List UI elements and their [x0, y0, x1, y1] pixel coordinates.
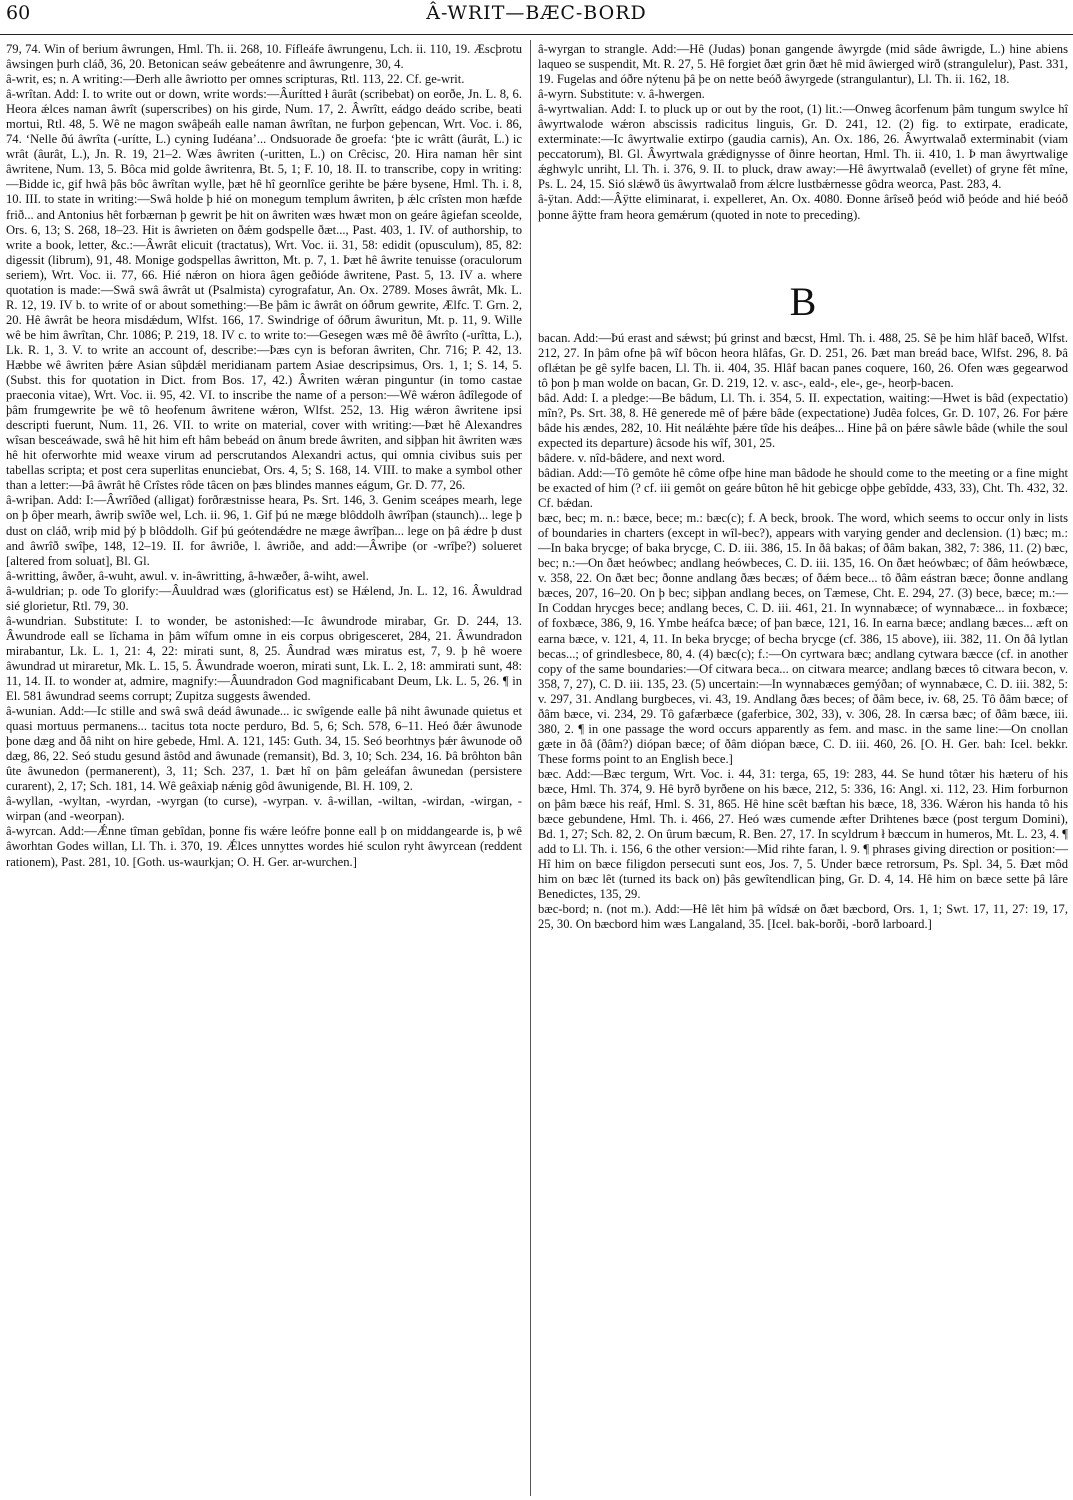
page-number: 60: [6, 2, 31, 24]
header-rule: [0, 34, 1073, 35]
entry-awyrn: â-wyrn. Substitute: v. â-hwergen.: [538, 87, 705, 102]
entry-awripan: â-wriþan. Add: I:—Âwrîðed (alligat) forðræstnisse heara, Ps. Srt. 146, 3. Genim sceápes mearh, lege on þ ôþer mearh, âwriþ swîðe wel, Lch. ii. 96, 1. Gif þú ne mæge blôddolh âwrîþan (staunch)... lege þ dust on cláð, wriþ mid þý þ blôddolh. Gif þú geótendǽdre ne mæge âwrîþan... lege on þâ ǽdre þ dust and âwrîð swîþe, 148, 12–19. II. for âwriðe, l. âwriðe, and add:—Âwriþe (or -wrîþe?) solueret [altered from soluat], Bl. Gl.: [6, 493, 522, 568]
right-column: [538, 42, 1068, 1497]
entry-awritting: â-writting, âwðer, â-wuht, awul. v. in-âwritting, â-hwæðer, â-wiht, awel.: [6, 568, 369, 583]
entry-awyrcan: â-wyrcan. Add:—Ǽnne tîman gebîdan, þonne fis wǽre leófre þonne eall þ on middangearde is, þ wê âworhtan Godes willan, Ll. Th. i. 370, 19. Ǽlces unnyttes wordes hié sculon ryht âwyrcean (reddent rationem), Past. 281, 10. [Goth. us-waurkjan; O. H. Ger. ar-wurchen.]: [6, 824, 522, 869]
entry-bad: bâd. Add: I. a pledge:—Be bâdum, Ll. Th. i. 354, 5. II. expectation, waiting:—Hwet is bâd (expectatio) mîn?, Ps. Srt. 38, 8. Hê generede mê of þǽre bâde (expectatione) Judêa folces, Gr. D. 107, 26. For þǽre bâde his ændes, 282, 10. Hit neálǽhte þǽre tîde his deáþes... Hine þâ on þǽre sâwle bâde (while the soul expected its departure) âcsode his wîf, 301, 25.: [538, 390, 1068, 450]
entry-badere: bâdere. v. nîd-bâdere, and next word.: [538, 450, 725, 465]
page-header: [0, 0, 1073, 36]
entry-baec-back: bæc. Add:—Bæc tergum, Wrt. Voc. i. 44, 31: terga, 65, 19: 283, 44. Se hund tôtær his hæteru of his bæce, Hml. Th. 374, 9. Hê byrð byrðene on his bæce, 212, 5: 336, 16: Angl. xi. 112, 23. Him forburnon on þâm bæce his reáf, Hml. S. 31, 865. Hê hine scêt bæftan his bæce, 18, 336. Wǽron his handa tô his bæce gebundene, Hml. Th. i. 466, 27. Heó wæs cumende æfter Drihtenes bæce (post tergum Domini), Bd. 1, 27; Sch. 82, 2. On ûrum bæcum, R. Ben. 27, 17. In scyldrum ł bæccum in humeros, Mt. L. 23, 4. ¶ add to Ll. Th. i. 156, 6 the other version:—Mid rihte faran, l. 9. ¶ phrases giving direction or position:—Hî him on bæce filigdon persecuti sunt eos, Jos. 7, 5. Under bæce retrorsum, Ps. Spl. 34, 5. Ðæt môd him on bæc lêt (turned its back on) þâs gewîtendlican þing, Gr. D. 4, 14. Hê him on bæce sette þâ lâre Benedictes, 135, 29.: [538, 766, 1068, 902]
entry-awringan-continued: 79, 74. Win of berium âwrungen, Hml. Th. ii. 268, 10. Fífleáfe âwrungenu, Lch. ii. 110, 19. Æscþrotu âwsingen þurh cláð, 36, 20. Betonican seáw gebeátenre and âwrungenre, 30, 4.: [6, 42, 522, 72]
entry-awyllan: â-wyllan, -wyltan, -wyrdan, -wyrgan (to curse), -wyrpan. v. â-willan, -wiltan, -wirdan, -wirgan, -wirpan (and -weorpan).: [6, 794, 522, 824]
entry-awyrgan: â-wyrgan to strangle. Add:—Hê (Judas) þonan gangende âwyrgde (mid sâde âwrigde, L.) hine abiens laqueo se suspendit, Mt. R. 27, 5. Hê forgiet ðæt grin ðæt hê mid âwierged wirð (strangulelur), Past. 331, 19. Fugelas and óðre nýtenu þâ þe on nette beóð âwyrgede (strangulantur), Ll. Th. ii. 162, 18.: [538, 42, 1068, 87]
left-column: [6, 42, 522, 1497]
entry-baec-bord: bæc-bord; n. (not m.). Add:—Hê lêt him þâ wîdsǽ on ðæt bæcbord, Ors. 1, 1; Swt. 17, 11, 27: 19, 17, 25, 30. On bæcbord him wæs Langaland, 35. [Icel. bak-borði, -borð larboard.]: [538, 902, 1068, 932]
entry-awunian: â-wunian. Add:—Ic stille and swâ swâ deád âwunade... ic swîgende ealle þâ niht âwunade quietus et quasi mortuus permanens... tacitus tota nocte perduro, Bd. 5, 6; Sch. 578, 6–11. Heó ðǽr âwunode þone dæg and ðâ niht on hire gebede, Hml. A. 121, 145: Guth. 34, 15. Seó beorhtnys þǽr âwunode oð dæg, 86, 22. Seó studu gesund âstôd and âwunade (remansit), Bd. 3, 10; Sch. 234, 16. Þâ brôhton bân ûte âwunedon (permanerent), 3, 11; Sch. 237, 1. Þæt hî on þâm geleáfan âwunedan (persistere curarent), 2, 17; Sch. 181, 14. Wê geâxiaþ nǽnig gôd âwunigende, Bl. H. 109, 2.: [6, 704, 522, 794]
entry-awritan: â-wrîtan. Add: I. to write out or down, write words:—Âurítted ł âurât (scribebat) on eorðe, Jn. L. 8, 6. Heora ǽlces naman âwrît (superscribes) on his girde, Num. 17, 2. Âwrîtt, eádgo deádo scribe, beati mortui, Rtl. 48, 5. Wê ne magon swâþeáh ealle naman âwrîtan, ne furþon geþencan, Wrt. Voc. i. 86, 74. ‘Nelle ðú âwrîta (-urítte, L.) cyning Iudéana’... Ondsuorade ðe groefa: ‘þte ic wrâtt (âurât, L.) ic wrât (âurât, L.), Jn. R. 19, 21–2. Wæs âwriten (-uritten, L.) on Crêcisc, 20. Hira naman hêr sint âwritene, Num. 13, 5. Bôca mid golde âwritenra, Bt. 5, 1; F. 10, 18. II. to transcribe, copy in writing:—Bidde ic, gif hwâ þâs bôc âwrîtan wylle, þæt hê hî geornlîce gerihte be þǽre bysene, Hml. Th. i. 8, 10. III. to state in writing:—Swâ holde þ hié on monegum templum âwriten, þ ǽlc crîsten mon hæfde frið... and Antonius hêt forbærnan þ gewrit þe hit on âwriten wæs hwæt mon on geáre âgiefan sceolde, Ors. 6, 13; S. 268, 18–23. Hit is âwrieten on ðǽm godspelle ðæt..., Past. 403, 1. IV. of authorship, to write a book, letter, &c.:—Âwrât elicuit (tractatus), Wrt. Voc. ii. 31, 58: edidit (opusculum), 85, 82: digessit (librum), 91, 48. Monige godspellas âwritton, Mt. p. 7, 1. Þæt hê âwrite tenuisse (oraculorum seriem), Wrt. Voc. ii. 77, 66. Hié nǽron on hiora âgen geðióde âwritene, Past. 5, 13. IV a. where quotation is made:—Swâ swâ âwrât ut (Psalmista) cyrografatur, An. Ox. 2789. Moses âwrât, Mk. L. R. 12, 19. IV b. to write of or about something:—Be þâm ic âwrât on óðrum gewrite, Ælfc. T. Grn. 2, 20. Hê âwrât be heora misdǽdum, Wlfst. 166, 17. Swindrige of óðrum âwuritun, Mt. p. 11, 9. Wille wê be him âwrîtan, Chr. 1086; P. 219, 18. IV c. to write to:—Gesegen wæs mê ðê âwrîto (-urîtta, L.), Lk. R. 1, 3. V. to write an account of, describe:—Þæs cyn is beforan âwriten, Chr. 716; P. 42, 13. Hæbbe wê âwriten þǽre Asian sûþdǽl meridianam partem Asiae descripsimus, Ors. 1, 1; S. 14, 5. (Subst. this for quotation in Dict. from Bos. 17, 42.) Âwriten wǽran pinguntur (in tomo castae praeconia vitae), Wrt. Voc. ii. 95, 42. VI. to inscribe the name of a person:—Wê wǽron âdîlegode of þâm frumgewrite þe wê tô heofenum âwritene wǽron, Wlfst. 252, 13. Hig wǽron âwritene ipsi descripti fuerunt, Num. 11, 26. VII. to write on material, cover with writing:—Þæt hê Alexandres wîsan besceáwade, swâ hê hit him eft hâm bebeád on ânum brede âwriten, and siþþan hit âwriten wæs hê hit oferworhte mid weaxe virum ad perscrutandos Alexandri actus, qui omnia civibus suis per tabellas scripta; et post cera superlitas enunciebat, Ors. 4, 5; S. 168, 14. VIII. to make a symbol other than a letter:—Þâ âwrât hê Crîstes rôde tâcen on þæs blindes mannes eágum, Gr. D. 77, 26.: [6, 87, 522, 493]
column-divider: [530, 40, 531, 1496]
running-head: Â-WRIT—BÆC-BORD: [426, 2, 647, 24]
entry-bacan: bacan. Add:—Þú erast and sǽwst; þú grinst and bæcst, Hml. Th. i. 488, 25. Sê þe him hlâf baceð, Wlfst. 212, 27. In þâm ofne þâ wîf bôcon heora hlâfas, Gr. D. 251, 26. Þæt man breád bace, Wlfst. 296, 8. Þâ oflǽtan þe gê sylfe bacen, Ll. Th. ii. 404, 35. Hlâf bacan panes coquere, 160, 26. Ofen wæs gegearwod tô þon þ man wolde on bacan, Gr. D. 219, 12. v. asc-, eald-, ele-, ge-, heorþ-bacen.: [538, 330, 1068, 390]
entry-aytan: â-ÿtan. Add:—Âÿtte eliminarat, i. expelleret, An. Ox. 4080. Ðonne ârîseð þeód wið þeóde and hié beóð þonne âÿtte fram heora gemǽrum (quoted in note to preceding).: [538, 192, 1068, 222]
entry-badian: bâdian. Add:—Tô gemôte hê côme ofþe hine man bâdode he should come to the meeting or a fine might be exacted of him (? cf. iii gemôt on geáre bûton hê hit gebicge oþþe gebîdde, 433, 33), Cht. Th. 432, 32. Cf. bǽdan.: [538, 465, 1068, 511]
entry-awundrian: â-wundrian. Substitute: I. to wonder, be astonished:—Ic âwundrode mirabar, Gr. D. 244, 13. Âwundrode eall se lîchama in þâm wîfum omne in eis corpus obrigesceret, 284, 21. Âwundradon mirabantur, Lk. L. 1, 21: 4, 22: mirati sunt, 8, 25. Âundrad wæs miratus est, 7, 9. þ hê woere âwundrad ut miraretur, Mk. L. 15, 5. Âwundrade woeron, mirati sunt, Lk. L. 2, 18: ammirati sunt, 48: 11, 14. II. to wonder at, admire, magnify:—Âuundradon God magnificabant Deum, Lk. L. 5, 26. ¶ in El. 581 âwundrad seems corrupt; Zupitza suggests âwended.: [6, 613, 522, 704]
entry-awyrtwalian: â-wyrtwalian. Add: I. to pluck up or out by the root, (1) lit.:—Onweg âcorfenum þâm tungum swylce hî âwyrtwalode wǽron abscissis radicitus linguis, Gr. D. 241, 12. (2) fig. to extirpate, eradicate, exterminate:—Ic âwyrtwalie extirpo (gaudia carnis), An. Ox. 186, 26. Âwyrtwalað exterminabit (viam peccatorum), Bl. Gl. Âwyrtwala grǽdignysse of ðinre heortan, Hml. Th. ii. 410, 1. Þ man âwyrtwalige ǽghwylc unriht, Ll. Th. i. 376, 9. II. to pluck, draw away:—Hê âwyrtwalað (evellet) of gryne fêt mîne, Ps. L. 24, 15. Sió slǽwð üs âwyrtwalað from ǽlcre lustbǽrnesse gôdra weorca, Past. 283, 4.: [538, 102, 1068, 192]
entry-awrit: â-writ, es; n. A writing:—Ðerh alle âwriotto per omnes scripturas, Rtl. 113, 22. Cf. ge-writ.: [6, 72, 465, 87]
section-letter: B: [789, 278, 817, 324]
entry-baec-brook: bæc, bec; m. n.: bæce, bece; m.: bæc(c); f. A beck, brook. The word, which seems to occur only in lists of boundaries in charters (except in wîl-bec?), appears with varying gender and declension. (1) bæc; m.:—In baka brycge; of baka brycge, C. D. iii. 386, 15. In ðâ bakas; of ðâm bakan, 382, 7: 386, 11. (2) bæc, bec; n.:—On ðæt heówbec; andlang heówbeces, C. D. iii. 135, 16. On ðæt heówbæc; of ðâm heówbæce, v. 358, 22. On ðæt bec; ðonne andlang ðæs becæs; of ðǽm bece... tô ðâm eástran bæce; ðonne andlang bæces, 207, 16–20. On þ bec; siþþan andlang beces, on Tæmese, Cht. E. 294, 27. (3) bece, bæce; m.:—In Coddan hrycges bece; andlang beces, C. D. iii. 461, 21. In wynnabæce; of wynnabæce... in foxbæce; of foxbæce, 386, 9, 16. Ymbe heáfca bæce; of þan bæce, 121, 16. In earna bæce; andlang bæces... æft on earna bæce, v. 121, 4, 11. In beka brycge; of becha brycge (cf. 386, 15 above), iii. 382, 11. On ðâ lytlan becas...; of grindlesbece, 80, 4. (4) bæc(c); f.:—On cyrtwara bæc; andlang cytwara bæcce (cf. in another copy of the same boundaries:—Of citwara beca... on citwara mearce; andlang bæces tô citwara becon, v. 358, 7, 27), C. D. iii. 135, 23. (5) uncertain:—In wynnabæces gemýðan; of wynnabæce, C. D. iii. 382, 5: v. 297, 31. Andlang burgbeces, vi. 43, 19. Andlang ðæs beces; of ðâm bece, iv. 68, 25. Tô ðâm bæce; of ðâm bæce, vi. 234, 29. Tô gafærbæce (gaferbice, 302, 33), v. 306, 28. In cærsa bæc; of ðâm bæce, iii. 380, 2. ¶ in one passage the word occurs apparently as fem. and masc. in the same line:—On cnollan gæte in ðâ (ðâm?) diópan bæce; of ðâm diópan bæce, C. D. iii. 460, 26. [O. H. Ger. bah: Icel. bekkr. These forms point to an English bece.]: [538, 511, 1068, 766]
entry-awuldrian: â-wuldrian; p. ode To glorify:—Âuuldrad wæs (glorificatus est) se Hǽlend, Jn. L. 12, 16. Âwuldrad sié glorietur, Rtl. 79, 30.: [6, 583, 522, 613]
